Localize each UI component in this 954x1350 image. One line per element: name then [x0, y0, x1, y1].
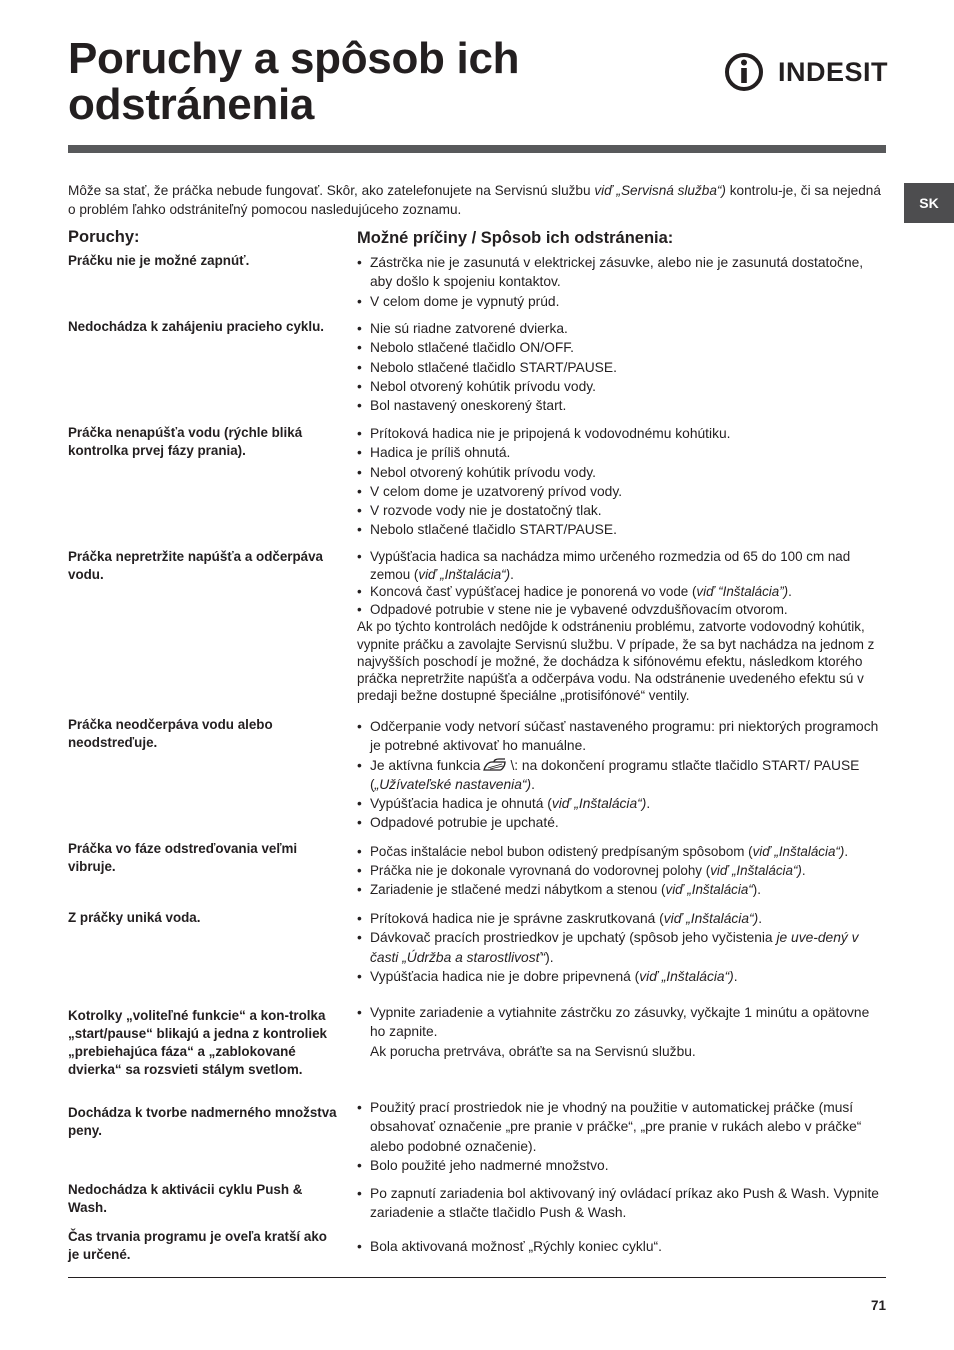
cause-item: • Nie sú riadne zatvorené dvierka.	[357, 319, 885, 338]
fault-label: Dochádza k tvorbe nadmerného množstva peny.	[68, 1105, 337, 1138]
indesit-logo-icon	[724, 52, 768, 92]
fault-label: Práčka neodčerpáva vodu alebo neodstreďuje.	[68, 717, 273, 750]
cause-item: • Nebolo stlačené tlačidlo START/PAUSE.	[357, 520, 885, 539]
iron-icon	[482, 757, 508, 773]
cause-item: • Nebolo stlačené tlačidlo ON/OFF.	[357, 338, 885, 357]
cause-item: • Odpadové potrubie v stene nie je vybavené odvzdušňovacím otvorom.	[357, 601, 885, 619]
fault-label: Z práčky uniká voda.	[68, 910, 201, 925]
fault-label: Kotrolky „voliteľné funkcie“ a kon-trolka „start/pause“ blikajú a jedna z kontroliek „prebiehajúca fáza“ a „zablokované dvierka“ sa rozsvieti stálym svetlom.	[68, 1008, 327, 1077]
cause-item: • V celom dome je uzatvorený prívod vody.	[357, 482, 885, 501]
cause-list	[357, 424, 885, 540]
fault-label: Práčka vo fáze odstreďovania veľmi vibruje.	[68, 841, 298, 874]
cause-item: • Práčka nie je dokonale vyrovnaná do vodorovnej polohy (viď „Inštalácia“).	[357, 861, 885, 880]
cause-item: • Zástrčka nie je zasunutá v elektrickej zásuvke, alebo nie je zasunutá dostatočne, aby došlo k spojeniu kontaktov.	[357, 253, 885, 292]
fault-label: Čas trvania programu je oveľa kratší ako je určené.	[68, 1229, 327, 1262]
header-divider	[68, 145, 886, 153]
cause-list	[357, 842, 885, 899]
cause-item: • Vypnite zariadenie a vytiahnite zástrčku zo zásuvky, vyčkajte 1 minútu a opätovne ho zapnite.	[357, 1003, 885, 1042]
causes-column-header: Možné príčiny / Spôsob ich odstránenia:	[357, 229, 674, 247]
cause-item: • Počas inštalácie nebol bubon odistený predpísaným spôsobom (viď „Inštalácia“).	[357, 842, 885, 861]
cause-item: • Vypúšťacia hadica nie je dobre pripevnená (viď „Inštalácia“).	[357, 967, 885, 986]
cause-item: • Odpadové potrubie je upchaté.	[357, 813, 885, 832]
cause-item: • Použitý prací prostriedok nie je vhodný na použitie v automatickej práčke (musí obsahovať označenie „pre pranie v práčke“, „pre pranie v rukách alebo v práčke“ alebo podobné označenie).	[357, 1098, 885, 1156]
cause-item: • Vypúšťacia hadica sa nachádza mimo určeného rozmedzia od 65 do 100 cm nad zemou (viď „Inštalácia“).	[357, 548, 885, 583]
cause-item: • Prítoková hadica nie je pripojená k vodovodnému kohútiku.	[357, 424, 885, 443]
brand-name: INDESIT	[778, 57, 889, 87]
cause-item: • Po zapnutí zariadenia bol aktivovaný iný ovládací príkaz ako Push & Wash. Vypnite zariadenie a stlačte tlačidlo Push & Wash.	[357, 1184, 885, 1223]
cause-item: • V rozvode vody nie je dostatočný tlak.	[357, 501, 885, 520]
cause-note: Ak porucha pretrváva, obráťte sa na Servisnú službu.	[370, 1043, 696, 1059]
cause-list	[357, 909, 885, 986]
fault-label: Nedochádza k aktivácii cyklu Push & Wash.	[68, 1182, 303, 1215]
cause-item: • Dávkovač pracích prostriedkov je upchatý (spôsob jeho vyčistenia je uve-dený v časti „Údržba a starostlivosť“).	[357, 928, 885, 967]
cause-list	[357, 548, 885, 704]
indesit-logo	[724, 52, 888, 92]
cause-list	[357, 1237, 885, 1256]
cause-list	[357, 253, 885, 311]
fault-label: Nedochádza k zahájeniu pracieho cyklu.	[68, 319, 324, 334]
cause-list	[357, 319, 885, 415]
fault-label: Práčku nie je možné zapnúť.	[68, 253, 250, 268]
cause-note: Ak po týchto kontrolách nedôjde k odstráneniu problému, zatvorte vodovodný kohútik, vypnite práčku a zavolajte Servisnú službu. V prípade, že sa byt nachádza na jednom z najvyšších poschodí je možné, že dochádza k sifónovému efektu, následkom ktorého práčka nepretržite napúšťa a odčerpáva vodu. Na odstránenie uvedeného efektu sú v predaji bežne dostupné špeciálne „protisifónové“ ventily.	[357, 619, 875, 704]
cause-list	[357, 1003, 885, 1061]
cause-item: • Bolo použité jeho nadmerné množstvo.	[357, 1156, 885, 1175]
cause-item: • Bol nastavený oneskorený štart.	[357, 396, 885, 415]
cause-item: • Hadica je príliš ohnutá.	[357, 443, 885, 462]
cause-item: • Je aktívna funkcia \: na dokončení programu stlačte tlačidlo START/ PAUSE („Užívateľské nastavenia“).	[357, 756, 885, 795]
cause-item: • Odčerpanie vody netvorí súčasť nastaveného programu: pri niektorých programoch je potrebné aktivovať ho manuálne.	[357, 717, 885, 756]
cause-item: • Nebol otvorený kohútik prívodu vody.	[357, 463, 885, 482]
cause-item: • Nebol otvorený kohútik prívodu vody.	[357, 377, 885, 396]
cause-list	[357, 717, 885, 833]
cause-item: • Nebolo stlačené tlačidlo START/PAUSE.	[357, 358, 885, 377]
cause-item: • V celom dome je vypnutý prúd.	[357, 292, 885, 311]
footer-divider	[68, 1277, 886, 1278]
cause-item: • Prítoková hadica nie je správne zaskrutkovaná (viď „Inštalácia“).	[357, 909, 885, 928]
fault-label: Práčka nepretržite napúšťa a odčerpáva vodu.	[68, 549, 323, 582]
cause-item: • Vypúšťacia hadica je ohnutá (viď „Inštalácia“).	[357, 794, 885, 813]
intro-text: Môže sa stať, že práčka nebude fungovať. Skôr, ako zatelefonujete na Servisnú službu viď „Servisná služba“) kontrolu-je, či sa nejedná o problém ľahko odstrániteľný pomocou nasledujúceho zoznamu.	[68, 183, 881, 217]
faults-column-header: Poruchy:	[68, 228, 140, 246]
cause-item: • Bola aktivovaná možnosť „Rýchly koniec cyklu“.	[357, 1237, 885, 1256]
cause-list	[357, 1184, 885, 1223]
language-tab: SK	[904, 183, 954, 223]
cause-list	[357, 1098, 885, 1175]
fault-label: Práčka nenapúšťa vodu (rýchle bliká kontrolka prvej fázy prania).	[68, 425, 303, 458]
cause-item: • Zariadenie je stlačené medzi nábytkom a stenou (viď „Inštalácia“).	[357, 880, 885, 899]
page-title: Poruchy a spôsob ich odstránenia	[68, 34, 520, 129]
page-number: 71	[870, 1298, 886, 1313]
cause-item: • Koncová časť vypúšťacej hadice je ponorená vo vode (viď “Inštalácia”).	[357, 583, 885, 601]
